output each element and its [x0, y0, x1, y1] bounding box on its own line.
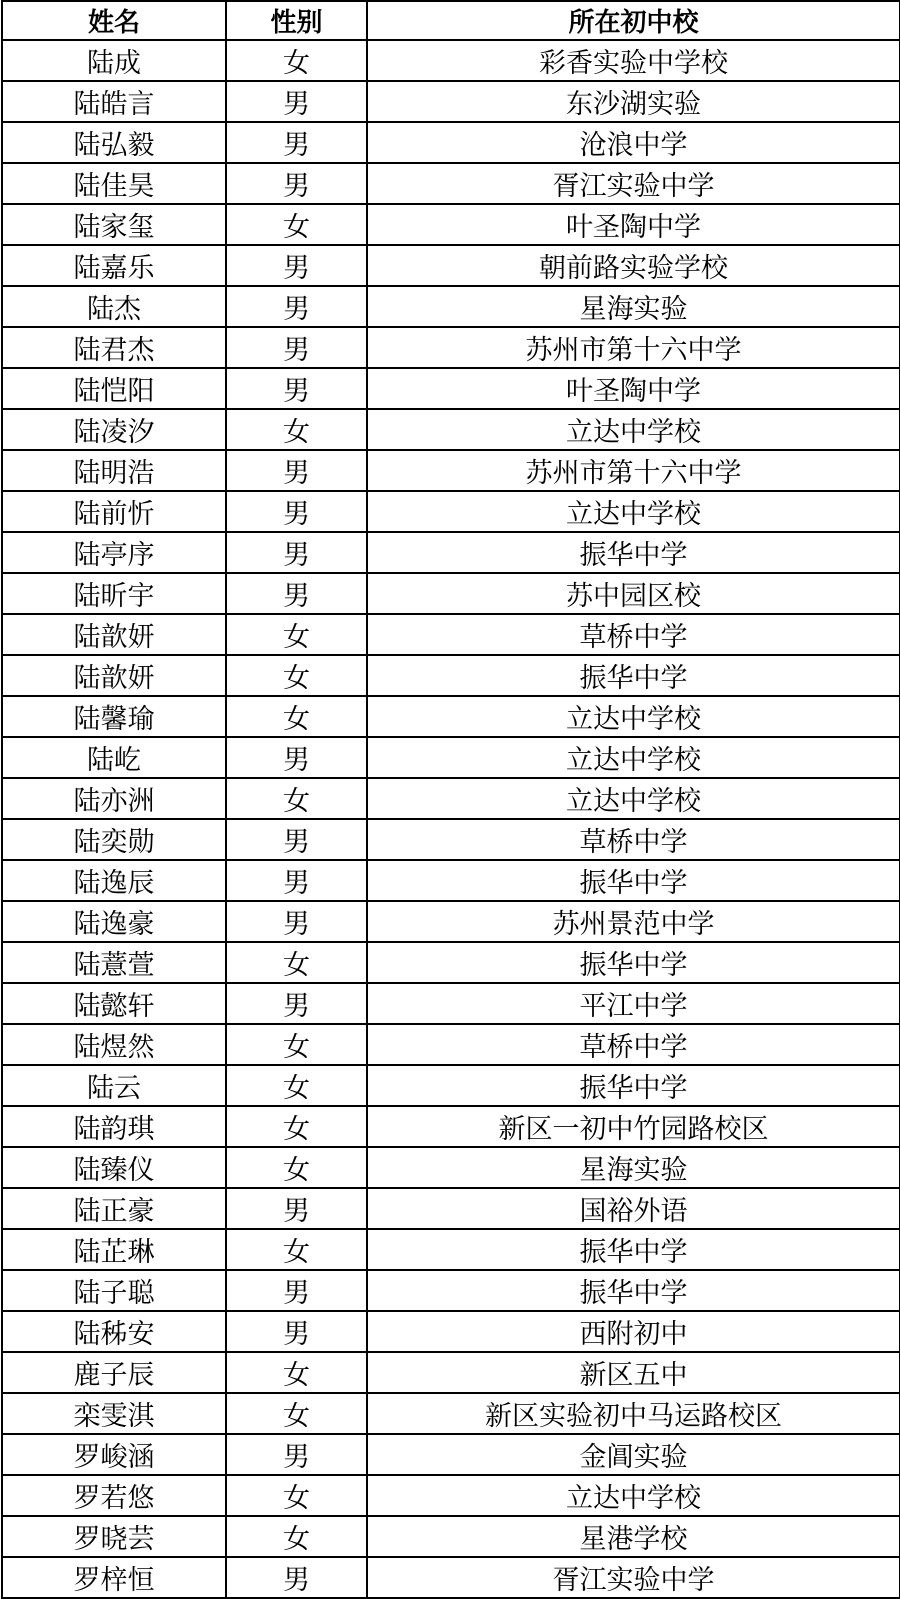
- table-row: [2, 655, 900, 696]
- cell-name: 陆皓言: [2, 81, 226, 122]
- cell-name: 陆臻仪: [2, 1147, 226, 1188]
- cell-school: 草桥中学: [367, 614, 900, 655]
- cell-name: 陆秭安: [2, 1311, 226, 1352]
- header-row: [2, 1, 900, 40]
- cell-gender: 男: [226, 1188, 367, 1229]
- student-table: [1, 0, 900, 1599]
- table-row: [2, 245, 900, 286]
- cell-school: 新区五中: [367, 1352, 900, 1393]
- table-row: [2, 819, 900, 860]
- header-gender: 性别: [226, 1, 367, 40]
- table-row: [2, 1352, 900, 1393]
- cell-school: 新区实验初中马运路校区: [367, 1393, 900, 1434]
- cell-school: 立达中学校: [367, 778, 900, 819]
- cell-gender: 男: [226, 1557, 367, 1598]
- cell-gender: 男: [226, 368, 367, 409]
- table-row: [2, 327, 900, 368]
- table-row: [2, 901, 900, 942]
- cell-name: 陆成: [2, 40, 226, 81]
- cell-gender: 男: [226, 450, 367, 491]
- cell-school: 立达中学校: [367, 696, 900, 737]
- cell-name: 陆奕勋: [2, 819, 226, 860]
- cell-gender: 男: [226, 81, 367, 122]
- cell-school: 苏州景范中学: [367, 901, 900, 942]
- cell-school: 立达中学校: [367, 1475, 900, 1516]
- cell-school: 新区一初中竹园路校区: [367, 1106, 900, 1147]
- cell-name: 陆逸豪: [2, 901, 226, 942]
- cell-gender: 女: [226, 409, 367, 450]
- cell-name: 陆弘毅: [2, 122, 226, 163]
- cell-gender: 男: [226, 532, 367, 573]
- cell-name: 陆云: [2, 1065, 226, 1106]
- cell-school: 苏州市第十六中学: [367, 450, 900, 491]
- cell-gender: 女: [226, 1147, 367, 1188]
- cell-name: 陆明浩: [2, 450, 226, 491]
- table-row: [2, 40, 900, 81]
- table-row: [2, 532, 900, 573]
- cell-name: 罗若悠: [2, 1475, 226, 1516]
- cell-name: 陆芷琳: [2, 1229, 226, 1270]
- table-row: [2, 450, 900, 491]
- cell-name: 陆亦洲: [2, 778, 226, 819]
- cell-gender: 女: [226, 1516, 367, 1557]
- cell-school: 振华中学: [367, 860, 900, 901]
- cell-name: 陆薏萱: [2, 942, 226, 983]
- header-name: 姓名: [2, 1, 226, 40]
- cell-gender: 女: [226, 778, 367, 819]
- cell-name: 罗梓恒: [2, 1557, 226, 1598]
- cell-gender: 男: [226, 1270, 367, 1311]
- cell-gender: 女: [226, 1229, 367, 1270]
- table-header: [2, 1, 900, 40]
- cell-gender: 女: [226, 1065, 367, 1106]
- table-row: [2, 1557, 900, 1598]
- cell-school: 立达中学校: [367, 491, 900, 532]
- table-row: [2, 942, 900, 983]
- cell-school: 苏州市第十六中学: [367, 327, 900, 368]
- table-row: [2, 204, 900, 245]
- cell-school: 苏中园区校: [367, 573, 900, 614]
- cell-name: 栾雯淇: [2, 1393, 226, 1434]
- table-row: [2, 1516, 900, 1557]
- table-row: [2, 573, 900, 614]
- cell-gender: 男: [226, 819, 367, 860]
- cell-name: 陆佳昊: [2, 163, 226, 204]
- table-row: [2, 81, 900, 122]
- table-row: [2, 1188, 900, 1229]
- cell-school: 胥江实验中学: [367, 163, 900, 204]
- cell-gender: 男: [226, 573, 367, 614]
- cell-gender: 男: [226, 901, 367, 942]
- cell-name: 陆亭序: [2, 532, 226, 573]
- cell-school: 东沙湖实验: [367, 81, 900, 122]
- cell-gender: 男: [226, 1311, 367, 1352]
- cell-school: 西附初中: [367, 1311, 900, 1352]
- cell-gender: 女: [226, 1352, 367, 1393]
- table-row: [2, 286, 900, 327]
- table-row: [2, 614, 900, 655]
- cell-gender: 男: [226, 163, 367, 204]
- table-row: [2, 737, 900, 778]
- table-row: [2, 1393, 900, 1434]
- cell-school: 草桥中学: [367, 819, 900, 860]
- cell-gender: 男: [226, 327, 367, 368]
- cell-name: 陆歆妍: [2, 655, 226, 696]
- cell-name: 罗晓芸: [2, 1516, 226, 1557]
- cell-school: 国裕外语: [367, 1188, 900, 1229]
- table-row: [2, 696, 900, 737]
- cell-name: 陆懿轩: [2, 983, 226, 1024]
- cell-school: 立达中学校: [367, 409, 900, 450]
- cell-school: 振华中学: [367, 1270, 900, 1311]
- cell-name: 陆逸辰: [2, 860, 226, 901]
- cell-gender: 女: [226, 1106, 367, 1147]
- cell-school: 振华中学: [367, 1229, 900, 1270]
- cell-gender: 女: [226, 40, 367, 81]
- cell-school: 叶圣陶中学: [367, 368, 900, 409]
- cell-school: 星海实验: [367, 286, 900, 327]
- cell-gender: 男: [226, 122, 367, 163]
- cell-school: 星港学校: [367, 1516, 900, 1557]
- cell-name: 罗峻涵: [2, 1434, 226, 1475]
- cell-name: 陆韵琪: [2, 1106, 226, 1147]
- cell-gender: 女: [226, 1475, 367, 1516]
- cell-name: 陆正豪: [2, 1188, 226, 1229]
- table-row: [2, 860, 900, 901]
- cell-school: 叶圣陶中学: [367, 204, 900, 245]
- table-row: [2, 1229, 900, 1270]
- cell-gender: 女: [226, 696, 367, 737]
- table-row: [2, 1106, 900, 1147]
- table-row: [2, 1024, 900, 1065]
- cell-gender: 男: [226, 286, 367, 327]
- table-row: [2, 491, 900, 532]
- cell-school: 平江中学: [367, 983, 900, 1024]
- table-row: [2, 1065, 900, 1106]
- table-row: [2, 1311, 900, 1352]
- table-row: [2, 368, 900, 409]
- cell-gender: 女: [226, 204, 367, 245]
- cell-gender: 女: [226, 1393, 367, 1434]
- table-row: [2, 1475, 900, 1516]
- cell-name: 陆昕宇: [2, 573, 226, 614]
- table-row: [2, 778, 900, 819]
- cell-gender: 女: [226, 942, 367, 983]
- table-body: [2, 40, 900, 1598]
- cell-name: 陆前忻: [2, 491, 226, 532]
- table-row: [2, 983, 900, 1024]
- cell-name: 陆恺阳: [2, 368, 226, 409]
- cell-name: 陆君杰: [2, 327, 226, 368]
- cell-school: 草桥中学: [367, 1024, 900, 1065]
- table-row: [2, 122, 900, 163]
- cell-school: 振华中学: [367, 1065, 900, 1106]
- cell-gender: 男: [226, 245, 367, 286]
- cell-name: 陆歆妍: [2, 614, 226, 655]
- cell-school: 星海实验: [367, 1147, 900, 1188]
- cell-school: 胥江实验中学: [367, 1557, 900, 1598]
- cell-name: 陆家玺: [2, 204, 226, 245]
- table-row: [2, 1434, 900, 1475]
- table-row: [2, 1147, 900, 1188]
- cell-name: 陆馨瑜: [2, 696, 226, 737]
- header-school: 所在初中校: [367, 1, 900, 40]
- cell-gender: 女: [226, 614, 367, 655]
- cell-name: 陆嘉乐: [2, 245, 226, 286]
- cell-name: 陆凌汐: [2, 409, 226, 450]
- cell-gender: 男: [226, 983, 367, 1024]
- cell-gender: 男: [226, 1434, 367, 1475]
- cell-name: 陆屹: [2, 737, 226, 778]
- cell-name: 陆煜然: [2, 1024, 226, 1065]
- cell-gender: 女: [226, 655, 367, 696]
- cell-gender: 男: [226, 737, 367, 778]
- cell-school: 彩香实验中学校: [367, 40, 900, 81]
- cell-gender: 男: [226, 860, 367, 901]
- cell-gender: 女: [226, 1024, 367, 1065]
- cell-name: 陆杰: [2, 286, 226, 327]
- cell-school: 立达中学校: [367, 737, 900, 778]
- cell-school: 金阊实验: [367, 1434, 900, 1475]
- cell-school: 振华中学: [367, 532, 900, 573]
- cell-name: 鹿子辰: [2, 1352, 226, 1393]
- cell-school: 振华中学: [367, 655, 900, 696]
- cell-school: 振华中学: [367, 942, 900, 983]
- table-row: [2, 163, 900, 204]
- cell-name: 陆子聪: [2, 1270, 226, 1311]
- cell-school: 朝前路实验学校: [367, 245, 900, 286]
- cell-school: 沧浪中学: [367, 122, 900, 163]
- table-row: [2, 1270, 900, 1311]
- table-row: [2, 409, 900, 450]
- cell-gender: 男: [226, 491, 367, 532]
